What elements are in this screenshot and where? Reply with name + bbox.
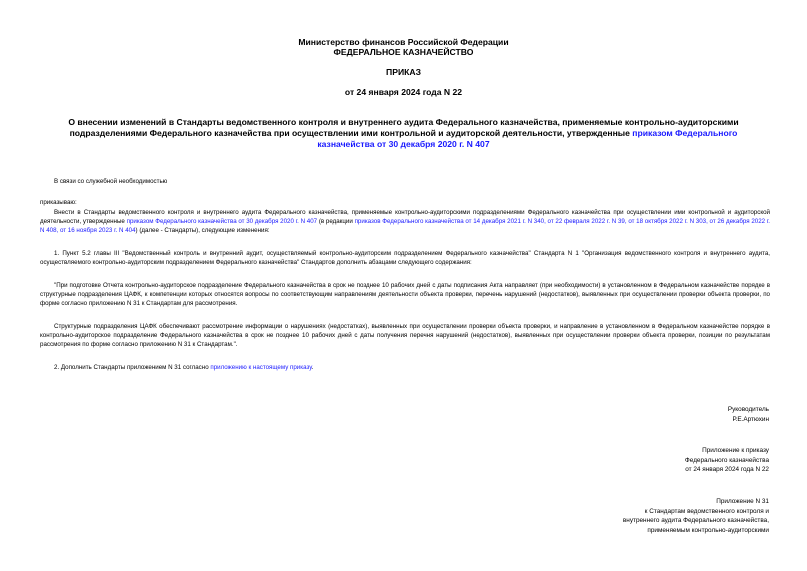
appendix-link[interactable]: приложению к настоящему приказу bbox=[210, 364, 312, 371]
p1-text-b: (в редакции bbox=[317, 218, 355, 226]
paragraph-item-1: 1. Пункт 5.2 главы III "Ведомственный контроль и внутренний аудит, осуществляемый контрольно-аудиторским подразделением Федерального казначейства" Стандарта N 1 "Организация ведомственного контроля и внутреннего аудита, осуществляемого контрольно-аудиторским подразделением Федерального казначейства" Стандартов дополнить абзацами следующего содержания: bbox=[40, 250, 770, 267]
p1-text-a: Внести в Стандарты ведомственного контроля и внутреннего аудита Федерального казначейства, применяемые контрольно-аудиторскими подразделениями Федерального казначейства при осуществлении ими контрольной и аудиторской деятельности, утвержденные bbox=[40, 209, 770, 226]
annex-line-2: к Стандартам ведомственного контроля и bbox=[644, 507, 769, 515]
signature-block bbox=[728, 405, 769, 424]
order-word: приказываю: bbox=[40, 199, 77, 206]
appendix-line-3: от 24 января 2024 года N 22 bbox=[685, 466, 769, 473]
appendix-line-1: Приложение к приказу bbox=[702, 447, 769, 454]
doc-date-number: от 24 января 2024 года N 22 bbox=[344, 87, 463, 97]
reason-paragraph: В связи со служебной необходимостью bbox=[54, 178, 168, 185]
p1-text-c: ) (далее - Стандарты), следующие изменения: bbox=[135, 227, 270, 235]
paragraph-report: "При подготовке Отчета контрольно-аудиторское подразделение Федерального казначейства в срок не позднее 10 рабочих дней с даты подписания Акта направляет (при необходимости) в установленном в Федеральном казначействе порядке в структурные подразделения ЦАФК, к компетенции которых относятся вопросы по соответствующим направлениям деятельности объекта проверки, перечень нарушений (недостатков), выявленных при осуществлении проверки объекта проверки, по форме согласно приложению N 31 к Стандартам для рассмотрения. bbox=[40, 282, 770, 308]
p5-text-a: 2. Дополнить Стандарты приложением N 31 согласно bbox=[54, 364, 211, 371]
appendix-header bbox=[685, 446, 769, 475]
paragraph-structural-units: Структурные подразделения ЦАФК обеспечивают рассмотрение информации о нарушениях (недостатках), выявленных при осуществлении проверки объекта проверки, и направление в установленном в Федеральном казначействе порядке в контрольно-аудиторское подразделение Федерального казначейства в срок не позднее 10 рабочих дней с даты получения перечня нарушений (недостатков), выявленных при осуществлении проверки объекта проверки, позиции по результатам рассмотрения по форме согласно приложению N 31 к Стандартам.". bbox=[40, 323, 770, 349]
treasury-name: ФЕДЕРАЛЬНОЕ КАЗНАЧЕЙСТВО bbox=[333, 47, 474, 57]
amending-orders-link[interactable]: приказов Федерального казначейства от 14 декабря 2021 г. N 340, от 22 февраля 2022 г. N 39, от 18 октября 2022 г. N 303, от 26 декабря 2022 г. N 408, от 16 ноября 2023 г. N 404 bbox=[40, 218, 771, 235]
annex-31-header bbox=[623, 497, 769, 535]
signature-name: Р.Е.Артюхин bbox=[732, 415, 769, 423]
document-title bbox=[55, 117, 752, 150]
ministry-name: Министерство финансов Российской Федерации bbox=[298, 37, 509, 47]
title-order-link[interactable]: приказом Федерального казначейства от 30 декабря 2020 г. N 407 bbox=[317, 128, 738, 149]
annex-line-1: Приложение N 31 bbox=[716, 498, 769, 505]
annex-line-3: внутреннего аудита Федерального казначейства, bbox=[622, 517, 769, 524]
order-407-link[interactable]: приказом Федерального казначейства от 30 декабря 2020 г. N 407 bbox=[126, 218, 318, 226]
paragraph-item-2 bbox=[40, 363, 770, 372]
appendix-line-2: Федерального казначейства bbox=[684, 456, 769, 464]
annex-line-4: применяемым контрольно-аудиторскими bbox=[647, 526, 769, 534]
paragraph-amendments bbox=[40, 208, 770, 236]
p5-text-b: . bbox=[311, 364, 314, 371]
title-text: О внесении изменений в Стандарты ведомственного контроля и внутреннего аудита Федерального казначейства, применяемые контрольно-аудиторскими подразделениями Федерального казначейства при осуществлении ими контрольной и аудиторской деятельности, утвержденные bbox=[68, 117, 739, 138]
doc-type: ПРИКАЗ bbox=[386, 67, 421, 77]
signature-role: Руководитель bbox=[727, 406, 769, 413]
